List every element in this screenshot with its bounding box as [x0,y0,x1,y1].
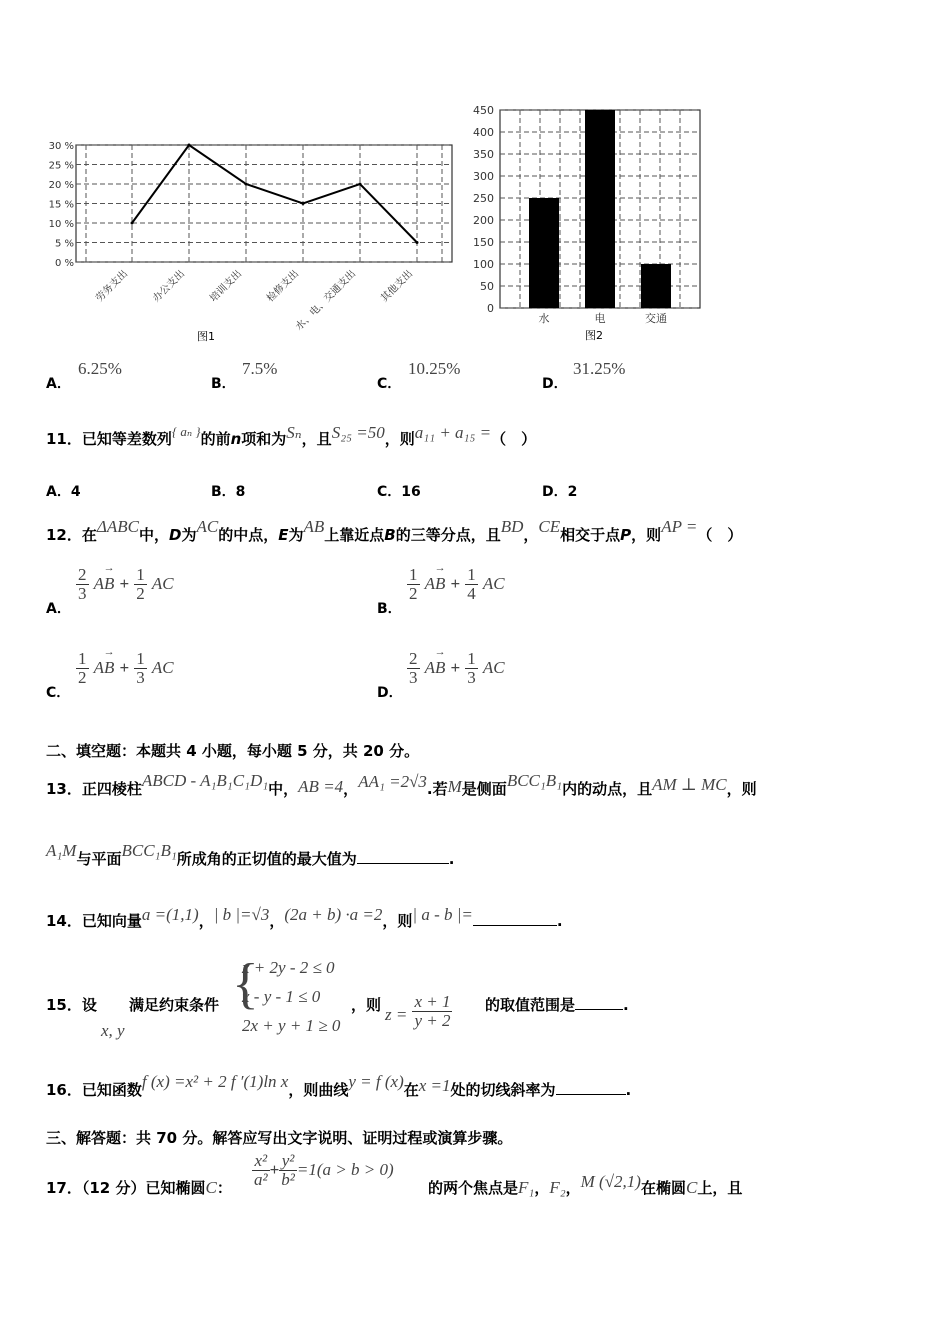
chart1-y-tick-label: 15 % [48,199,74,211]
q17-text: ， [534,1179,550,1197]
vector-ab: → AB [93,645,115,677]
coef1-denominator: 2 [409,583,418,603]
coef2-denominator: 2 [136,583,145,603]
focus-f2: F₂ [549,1178,566,1197]
q12-text: ，则 [631,526,662,544]
question-17 [46,1177,232,1198]
vector-ab-label: AB [93,657,115,677]
chart2-y-tick-label: 400 [473,126,494,139]
q13-text: .若 [426,780,448,798]
x-squared: x² [252,1152,270,1171]
option-letter: A． [46,484,71,500]
question-15-tail [485,994,629,1015]
chart1-y-tick-label: 25 % [48,160,74,172]
question-number: 17． [46,1179,82,1197]
answer-blank[interactable] [357,849,449,864]
q16-text: 已知函数 [81,1081,142,1099]
chart2-bars [529,110,671,308]
coef1-numerator: 1 [78,649,87,668]
coef2-numerator: 1 [467,565,476,584]
ellipse-equation [252,1152,394,1189]
option-expression [76,645,174,687]
math-face: BCC₁B₁ [121,841,177,860]
vector-ac: AC [482,657,505,677]
chart2-bar [585,110,615,308]
chart1-y-tick-label: 5 % [54,238,74,250]
vector-ab-label: AB [424,657,446,677]
q11-option-d[interactable] [542,481,577,501]
q13-text: ， [343,780,359,798]
q14-text: 已知向量 [81,912,142,930]
option-value: 16 [401,484,421,500]
option-letter: A． [46,376,71,392]
option-letter: B． [211,376,236,392]
math-bd: BD [500,517,524,536]
question-13-line2 [46,841,455,869]
option-letter: D． [377,685,403,701]
math-face: BCC₁B₁ [506,771,563,790]
answer-blank[interactable] [575,995,623,1010]
q11-text: ，则 [384,430,415,448]
vector-ab: → AB [424,645,446,677]
option-letter: C． [377,484,402,500]
math-curve: y = f (x) [348,1072,404,1091]
q14-text: ， [198,912,214,930]
option-value: 2 [567,484,578,500]
left-brace: { [232,953,259,1015]
question-number: 15． [46,996,82,1014]
option-letter: D． [542,376,568,392]
q16-text: . [625,1081,632,1099]
math-xy: x, y [101,1021,125,1040]
coef1-denominator: 2 [78,667,87,687]
math-c: C [685,1178,698,1197]
chart2-bar [641,264,671,308]
math-a1m: A₁M [46,841,77,860]
chart1-x-tick-label: 水、电、交通支出 [293,268,359,333]
point-m: M [447,777,462,796]
question-number: 14． [46,912,82,930]
q17-text: 的两个焦点是 [428,1179,519,1197]
section-heading-fill-blank: 二、填空题：本题共 4 小题，每小题 5 分，共 20 分。 [46,742,420,760]
q12-text: 为 [181,526,197,544]
q11-option-a[interactable] [46,481,81,501]
coef1-numerator: 2 [78,565,87,584]
ellipse-rhs: =1(a > b > 0) [296,1159,394,1179]
var-n: n [230,430,242,448]
chart2-y-tick-label: 350 [473,148,494,161]
q17-text: ： [216,1179,232,1197]
coef1-numerator: 1 [409,565,418,584]
q12-text: 的三等分点，且 [395,526,501,544]
coef2-denominator: 3 [136,667,145,687]
point-d: D [169,526,182,544]
vector-ac: AC [151,573,174,593]
q16-text: ，则曲线 [288,1081,349,1099]
coef1-denominator: 3 [409,667,418,687]
answer-paren: （ ） [697,526,743,544]
question-12 [46,517,743,545]
chart2-x-ticks [539,311,668,325]
chart2-y-tick-label: 0 [487,302,494,315]
question-score: （12 分） [81,1179,146,1197]
chart1-y-tick-label: 30 % [48,141,74,152]
chart1-y-tick-label: 20 % [48,180,74,191]
b-squared: b² [281,1169,295,1189]
question-number: 12． [46,526,82,544]
q15-text: 的取值范围是 [485,996,576,1014]
coef2-numerator: 1 [136,565,145,584]
point-p: P [620,526,632,544]
chart1-x-tick-label: 其他支出 [379,268,416,305]
question-11 [46,423,537,449]
math-expression: a₁₁ + a₁₅ = [414,423,492,442]
point-b: B [384,526,396,544]
math-aa1-length: AA₁ =2√3 [358,772,427,791]
y-squared: y² [279,1152,297,1171]
option-expression [407,645,505,687]
q15-text: . [623,996,629,1014]
chart1-y-tick-label: 10 % [48,219,74,230]
q13-text: . [448,850,455,868]
option-expression [76,561,174,603]
q12-text: ， [523,526,539,544]
q10-option-b[interactable] [211,359,278,393]
question-16 [46,1072,632,1100]
option-letter: B． [377,601,402,617]
math-x1: x =1 [418,1076,451,1095]
q10-option-c[interactable] [377,359,461,393]
q17-text: 上，且 [697,1179,743,1197]
q15-text: 满足约束条件 [129,996,220,1014]
plus-sign: + [450,657,461,677]
option-value: 7.5% [242,359,278,378]
math-ask: | a - b |= [412,905,473,924]
q12-text: 的中点， [218,526,279,544]
question-number: 16． [46,1081,82,1099]
chart1-x-ticks [93,267,415,333]
vector-ac: AC [482,573,505,593]
chart1-line [40,130,460,345]
coef2-numerator: 1 [136,649,145,668]
option-letter: A． [46,601,71,617]
answer-blank[interactable] [556,1080,626,1095]
chart2-y-tick-label: 100 [473,258,494,271]
math-z: z = [385,1004,408,1024]
coef2-denominator: 3 [467,667,476,687]
option-value: 6.25% [78,359,122,378]
math-perpendicular: AM ⊥ MC [652,775,727,794]
z-denominator: y + 2 [414,1010,451,1030]
q10-option-a[interactable] [46,359,122,393]
chart1-series-line [132,145,417,243]
math-c: C [205,1178,217,1197]
math-dot-product: (2a + b) ·a =2 [284,905,383,924]
math-sn: Sₙ [286,423,302,442]
vector-ac: AC [151,657,174,677]
section-heading-solutions: 三、解答题：共 70 分。解答应写出文字说明、证明过程或演算步骤。 [46,1129,513,1147]
q11-text: 的前 [200,430,231,448]
chart2-y-tick-label: 250 [473,192,494,205]
option-letter: D． [542,484,568,500]
q16-text: 在 [403,1081,419,1099]
chart2-x-tick-label: 电 [594,312,606,325]
chart2-y-tick-label: 50 [480,280,494,293]
constraint-2: x - y - 1 ≤ 0 [242,987,321,1006]
a-squared: a² [254,1169,268,1189]
q14-text: ， [269,912,285,930]
vector-ab: → AB [93,561,115,593]
chart2-x-tick-label: 水 [538,312,550,325]
q11-option-b[interactable] [211,481,245,501]
chart2-bar [468,103,718,345]
q17-text: 在椭圆 [640,1179,686,1197]
chart2-x-tick-label: 交通 [645,312,667,325]
coef1-numerator: 2 [409,649,418,668]
question-number: 13． [46,780,82,798]
question-13 [46,771,757,799]
option-letter: C． [377,376,402,392]
point-m: M (√2,1) [580,1172,641,1191]
plus-sign: + [119,657,130,677]
vector-ab-label: AB [424,573,446,593]
q10-option-d[interactable] [542,359,626,393]
question-17-tail [428,1172,743,1198]
q12-text: 相交于点 [560,526,621,544]
math-ap: AP = [661,517,698,536]
coef1-denominator: 3 [78,583,87,603]
chart2-y-tick-label: 150 [473,236,494,249]
focus-f1: F₁ [518,1178,535,1197]
z-numerator: x + 1 [414,992,451,1011]
constraint-3: 2x + y + 1 ≥ 0 [242,1016,341,1035]
coef2-numerator: 1 [467,649,476,668]
q17-text: ， [565,1179,581,1197]
math-function: f (x) =x² + 2 f ′(1)ln x [141,1072,289,1091]
q11-text: 已知等差数列 [81,430,172,448]
point-e: E [278,526,289,544]
option-letter: B． [211,484,236,500]
math-prism: ABCD - A₁B₁C₁D₁ [141,771,269,790]
objective-function [385,993,452,1030]
option-value: 31.25% [573,359,626,378]
q13-text: ，则 [726,780,757,798]
math-ce: CE [538,517,561,536]
constraint-1: x + 2y - 2 ≤ 0 [242,958,335,977]
chart2-y-ticks [473,104,494,315]
q14-text: . [556,912,563,930]
chart2-bar [529,198,559,308]
q12-text: 上靠近点 [324,526,385,544]
plus-sign: + [450,573,461,593]
q13-text: 内的动点，且 [562,780,653,798]
question-number: 11． [46,430,82,448]
vector-ab-label: AB [93,573,115,593]
question-15 [46,994,97,1015]
chart2-y-tick-label: 300 [473,170,494,183]
q13-text: 是侧面 [461,780,507,798]
vector-ab: → AB [424,561,446,593]
option-value: 8 [235,484,246,500]
coef2-denominator: 4 [467,583,476,603]
option-value: 4 [70,484,81,500]
math-ac: AC [196,517,219,536]
option-expression [407,561,505,603]
chart1-title: 图1 [197,330,215,343]
chart2-y-tick-label: 450 [473,104,494,117]
q16-text: 处的切线斜率为 [450,1081,556,1099]
option-value: 10.25% [408,359,461,378]
math-vector-a: a =(1,1) [141,905,199,924]
q12-text: 中， [138,526,169,544]
chart1-x-tick-label: 培训支出 [208,268,245,305]
chart1-grid [76,144,452,263]
option-letter: C． [46,685,71,701]
q14-text: ，则 [382,912,413,930]
math-s25: S₂₅ =50 [331,423,385,442]
chart1-y-ticks [49,141,74,269]
q13-text: 正四棱柱 [81,780,142,798]
answer-blank[interactable] [473,911,557,926]
q13-text: 所成角的正切值的最大值为 [176,850,357,868]
question-14 [46,905,563,931]
math-ab-length: AB =4 [298,777,344,796]
chart1-x-tick-label: 劳务支出 [94,268,131,305]
chart2-y-tick-label: 200 [473,214,494,227]
chart1-y-tick-label: 0 % [54,258,74,269]
q11-option-c[interactable] [377,481,421,501]
q13-text: 与平面 [76,850,122,868]
plus-sign: + [119,573,130,593]
q17-text: 已知椭圆 [145,1179,206,1197]
q12-text: 为 [288,526,304,544]
q11-text: 项和为 [241,430,287,448]
q13-text: 中， [268,780,299,798]
chart1-x-tick-label: 办公支出 [151,268,188,305]
plus-sign: + [269,1159,280,1179]
math-vector-b: | b |=√3 [213,905,270,924]
q15-text: ，则 [351,996,382,1014]
math-sequence: { aₙ } [171,424,201,439]
q15-text: 设 [81,996,97,1014]
math-triangle: ΔABC [96,517,139,536]
answer-paren: （ ） [491,430,537,448]
chart2-title: 图2 [585,329,603,342]
q11-text: ，且 [301,430,332,448]
math-ab: AB [303,517,325,536]
q12-text: 在 [81,526,97,544]
chart1-x-tick-label: 检修支出 [265,268,302,305]
